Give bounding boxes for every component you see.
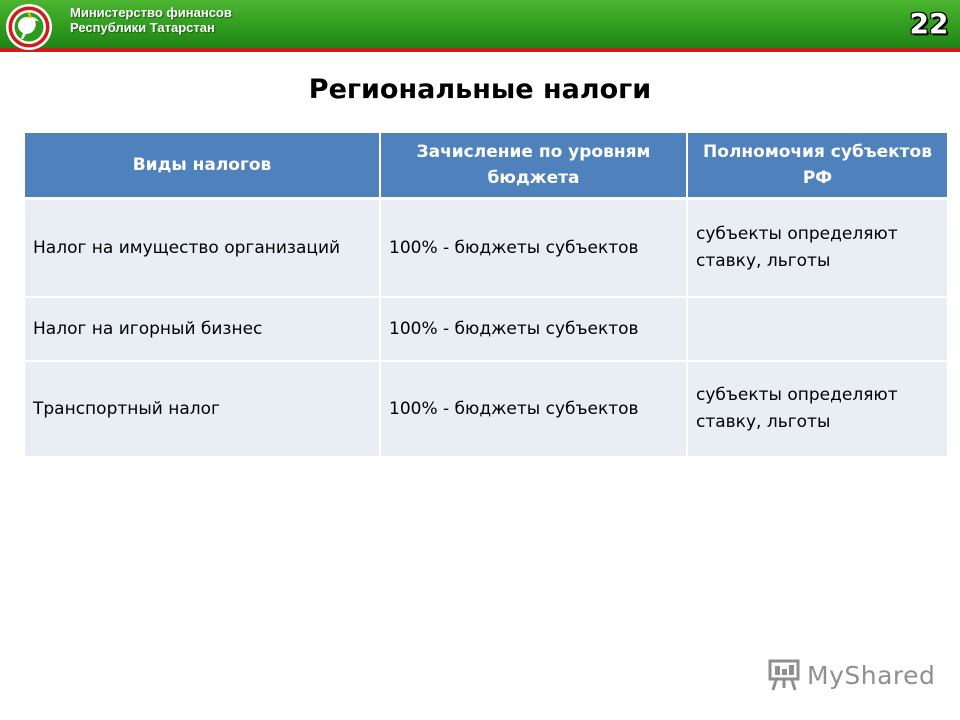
- header-red-stripe: [0, 48, 960, 52]
- column-header-regional-powers: Полномочия субъектов РФ: [687, 133, 948, 199]
- ministry-name: [70, 5, 232, 35]
- table-cell: [687, 297, 948, 361]
- table-cell: 100% - бюджеты субъектов: [380, 199, 687, 298]
- table-cell: Налог на имущество организаций: [25, 199, 380, 298]
- watermark: [767, 655, 935, 695]
- tatarstan-emblem-icon: [5, 3, 53, 51]
- page-title: Региональные налоги: [308, 74, 652, 105]
- table-cell: Налог на игорный бизнес: [25, 297, 380, 361]
- table-row: [25, 361, 948, 457]
- presentation-board-icon: [767, 658, 801, 692]
- table-cell: 100% - бюджеты субъектов: [380, 297, 687, 361]
- taxes-table: [25, 133, 949, 458]
- table-cell: Транспортный налог: [25, 361, 380, 457]
- column-header-budget-allocation: Зачисление по уровням бюджета: [380, 133, 687, 199]
- page-number: 22: [909, 7, 949, 40]
- table-cell: 100% - бюджеты субъектов: [380, 361, 687, 457]
- table-header-row: [25, 133, 948, 199]
- ministry-line-2: Республики Татарстан: [70, 20, 215, 35]
- table-row: [25, 199, 948, 298]
- column-header-tax-types: Виды налогов: [25, 133, 380, 199]
- watermark-text: MyShared: [807, 660, 936, 690]
- table-row: [25, 297, 948, 361]
- ministry-line-1: Министерство финансов: [70, 5, 232, 20]
- table-cell: субъекты определяют ставку, льготы: [687, 361, 948, 457]
- table-cell: субъекты определяют ставку, льготы: [687, 199, 948, 298]
